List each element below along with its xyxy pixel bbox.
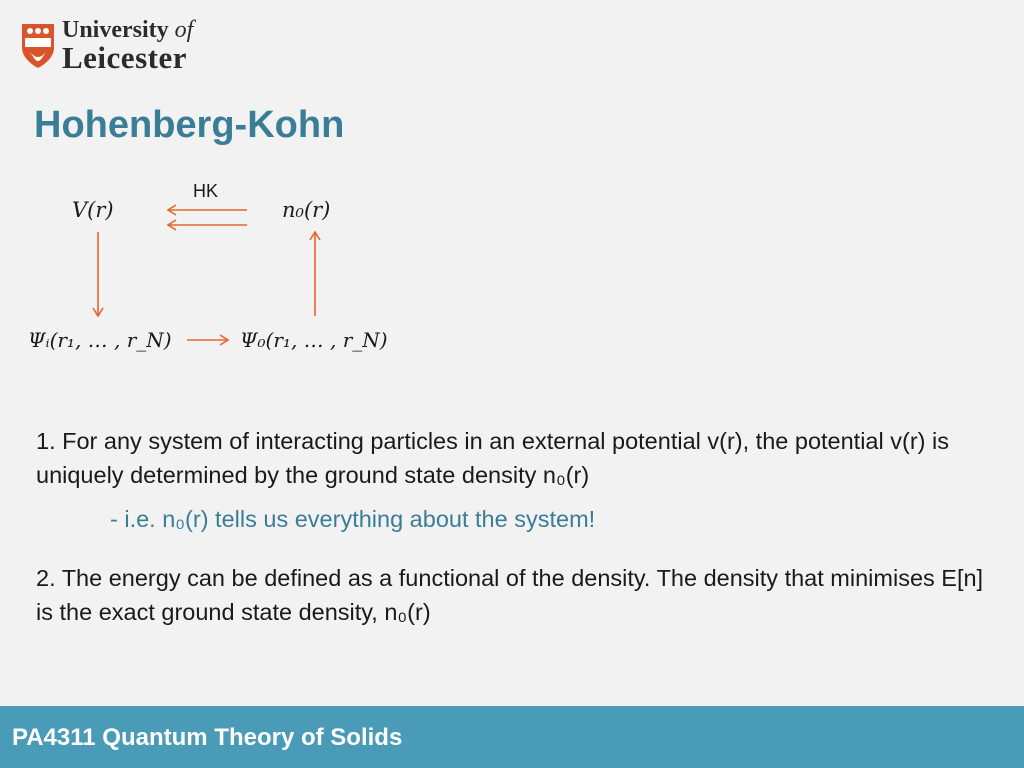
diagram-arrows [0, 170, 420, 370]
course-title: PA4311 Quantum Theory of Solids [12, 724, 403, 751]
logo-university: University [62, 17, 169, 43]
slide-title: Hohenberg-Kohn [34, 104, 345, 146]
crest-icon [20, 22, 56, 70]
psi-0-label: Ψ₀(r₁, … , r_N) [240, 328, 388, 352]
logo-of: of [174, 17, 194, 43]
psi-i-label: Ψᵢ(r₁, … , r_N) [28, 328, 172, 352]
point-1-note: - i.e. n₀(r) tells us everything about the system! [110, 506, 596, 532]
hk-label: HK [193, 181, 219, 201]
logo-leicester: Leicester [62, 40, 187, 75]
point-2: 2. The energy can be defined as a functional of the density. The density that minimises E[n] is the exact ground state density, n₀(r) [36, 565, 984, 625]
n0-label: n₀(r) [282, 198, 331, 222]
v-of-r-label: V(r) [72, 198, 114, 222]
hk-diagram [0, 170, 420, 370]
footer-bar [0, 706, 1024, 768]
university-logo [20, 18, 193, 73]
point-1: 1. For any system of interacting particles in an external potential v(r), the potential v(r) is uniquely determined by the ground state density n₀(r) [36, 428, 949, 488]
